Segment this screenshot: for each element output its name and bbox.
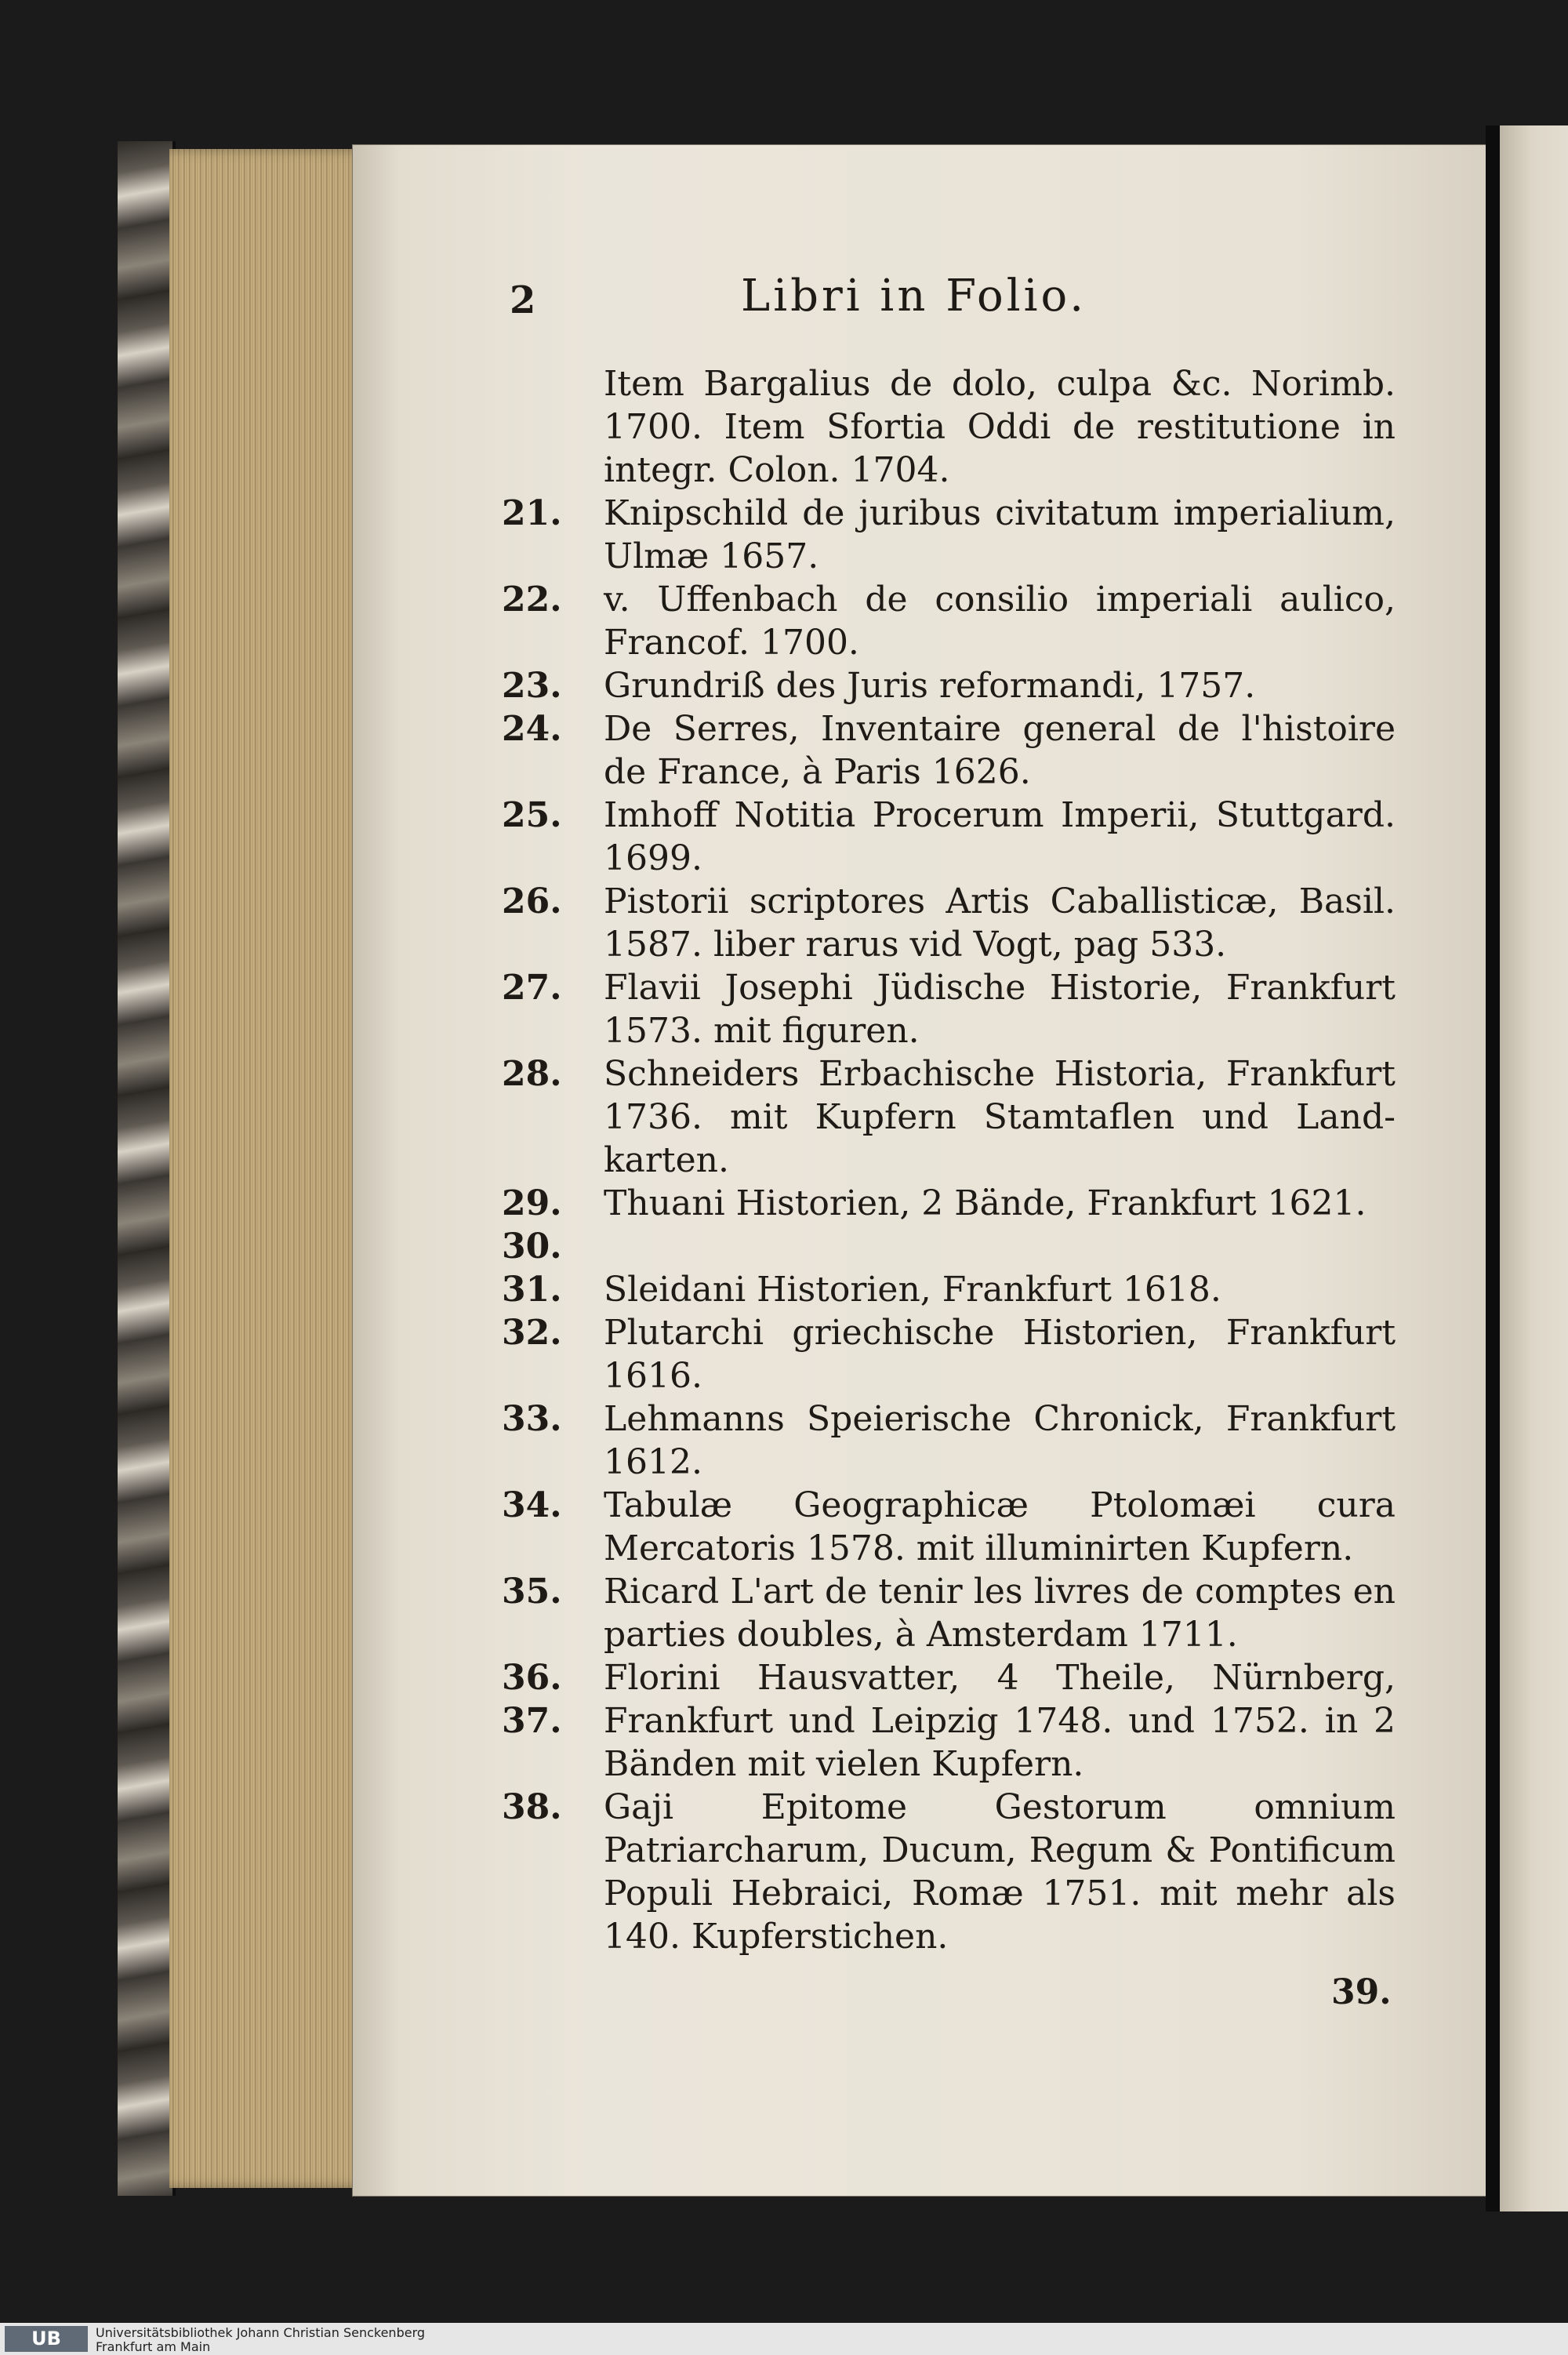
page-number: 2 (510, 278, 536, 322)
list-item (502, 578, 1396, 664)
catalogue-entries (502, 362, 1396, 1958)
entry-text: Sleidani Historien, Frankfurt 1618. (604, 1270, 1221, 1310)
library-footer (0, 2323, 1568, 2355)
entry-number: 33. (502, 1399, 562, 1439)
entry-number: 22. (502, 580, 562, 620)
list-item (502, 794, 1396, 880)
running-head: Libri in Folio. (741, 271, 1087, 322)
book-cover-edge (118, 141, 176, 2196)
entry-text: Knipschild de juribus civitatum imperialium, Ulmæ 1657. (604, 493, 1396, 576)
entry-number: 27. (502, 968, 562, 1008)
entry-text: Pistorii scriptores Artis Caballisticæ, Basil. 1587. liber rarus vid Vogt, pag 533. (604, 881, 1396, 965)
footer-city: Frankfurt am Main (96, 2339, 211, 2354)
list-item (502, 1052, 1396, 1182)
list-item (502, 1656, 1396, 1786)
entry-number: 38. (502, 1787, 562, 1827)
entry-number: 23. (502, 666, 562, 706)
list-item (502, 664, 1396, 707)
list-item (502, 1484, 1396, 1570)
entry-text: Ricard L'art de tenir les livres de comptes en parties doubles, à Amsterdam 1711. (604, 1572, 1396, 1655)
entry-number: 34. (502, 1485, 562, 1525)
list-item (502, 966, 1396, 1052)
list-item (502, 492, 1396, 578)
entry-number: 31. (502, 1270, 562, 1310)
footer-institution: Universitätsbibliothek Johann Christian Senckenberg (96, 2325, 426, 2340)
list-item (502, 707, 1396, 794)
entry-number: 29. 30. (502, 1183, 562, 1267)
list-item (502, 1268, 1396, 1311)
entry-text: Grundriß des Juris reformandi, 1757. (604, 666, 1256, 706)
list-item (502, 1786, 1396, 1958)
entry-text: Plutarchi griechische Historien, Frankfurt 1616. (604, 1313, 1396, 1396)
entry-number: 26. (502, 881, 562, 921)
entry-number: 36. 37. (502, 1658, 562, 1741)
entry-number: 21. (502, 493, 562, 533)
list-item (502, 1311, 1396, 1397)
entry-text: Flavii Josephi Jüdische Historie, Frankfurt 1573. mit figuren. (604, 968, 1396, 1051)
entry-number: 32. (502, 1313, 562, 1353)
entry-text: Thuani Historien, 2 Bände, Frankfurt 1621. (604, 1183, 1367, 1223)
entry-number: 35. (502, 1572, 562, 1612)
entry-number: 25. (502, 795, 562, 835)
list-item (502, 1397, 1396, 1484)
facing-page-edge (1500, 125, 1568, 2211)
list-item (502, 1182, 1396, 1268)
list-item (502, 1570, 1396, 1656)
entry-text: Item Bargalius de dolo, culpa &c. Norimb. 1700. Item Sfortia Oddi de restitutione in integr. Colon. 1704. (604, 364, 1396, 490)
list-item (502, 362, 1396, 492)
entry-text: De Serres, Inventaire general de l'histoire de France, à Paris 1626. (604, 709, 1396, 792)
entry-text: Lehmanns Speierische Chronick, Frankfurt 1612. (604, 1399, 1396, 1482)
entry-text: Imhoff Notitia Procerum Imperii, Stuttgard. 1699. (604, 795, 1396, 878)
entry-text: Gaji Epitome Gestorum omnium Patriarcharum, Ducum, Regum & Pontificum Populi Hebraici, Romæ 1751. mit mehr als 140. Kupferstichen. (604, 1787, 1396, 1957)
entry-text: Tabulæ Geographicæ Ptolomæi cura Mercatoris 1578. mit illuminirten Kupfern. (604, 1485, 1396, 1568)
list-item (502, 880, 1396, 966)
entry-text: v. Uffenbach de consilio imperiali aulico, Francof. 1700. (604, 580, 1396, 663)
entry-number: 28. (502, 1054, 562, 1094)
entry-text: Schneiders Erbachische Historia, Frankfurt 1736. mit Kupfern Stamtaflen und Land-karten. (604, 1054, 1396, 1180)
entry-text: Florini Hausvatter, 4 Theile, Nürnberg, Frankfurt und Leipzig 1748. und 1752. in 2 Bänden mit vielen Kupfern. (604, 1658, 1396, 1784)
catchword: 39. (1331, 1972, 1392, 2012)
book-gutter (1486, 125, 1500, 2211)
ub-logo: UB (5, 2326, 88, 2352)
page-block-edges (169, 149, 369, 2188)
entry-number: 24. (502, 709, 562, 749)
